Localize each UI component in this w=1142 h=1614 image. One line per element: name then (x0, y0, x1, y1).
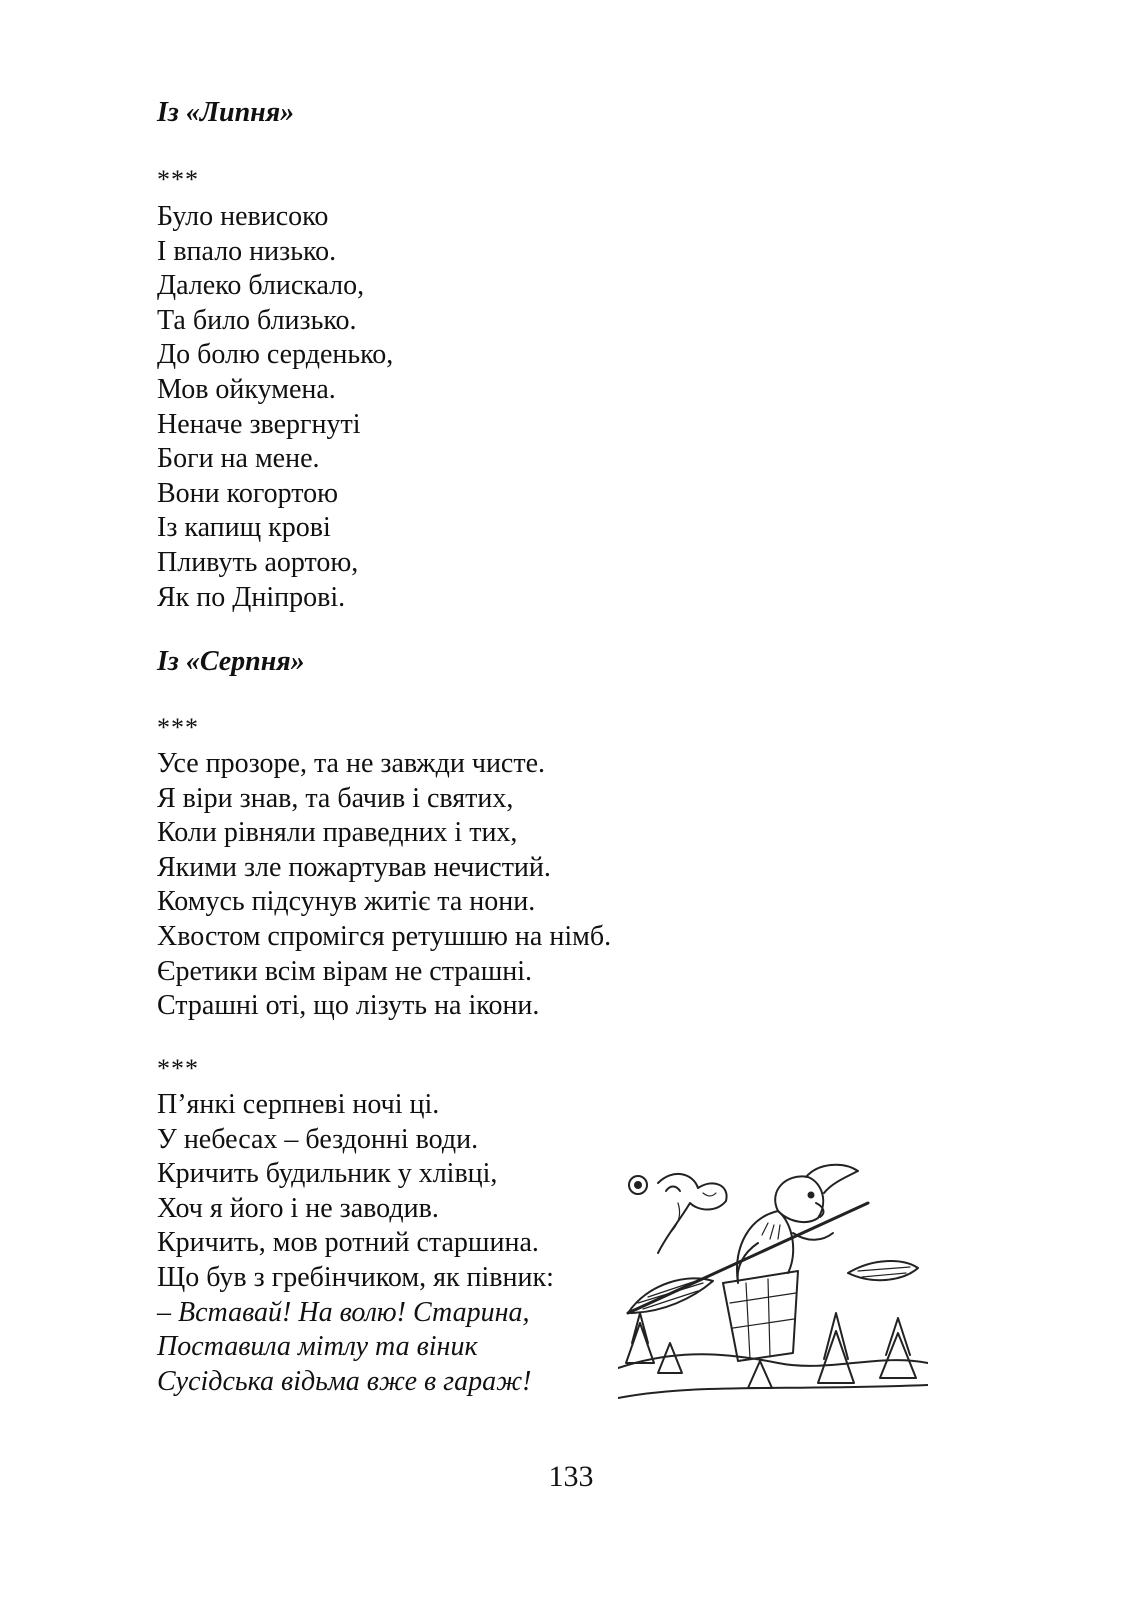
page-number: 133 (548, 1460, 594, 1493)
poem-line: Та било близько. (157, 304, 357, 336)
poem-line: – Вставай! На волю! Старина, (157, 1296, 530, 1328)
section-heading-august: Із «Серпня» (157, 646, 305, 677)
poem-line: Пливуть аортою, (157, 546, 359, 578)
poem-august-2 (157, 1088, 554, 1399)
poem-separator: *** (157, 1054, 199, 1083)
poem-august-1 (157, 747, 611, 1024)
poem-line: Комусь підсунув житіє та нони. (157, 886, 536, 918)
poem-line: Сусідська відьма вже в гараж! (157, 1365, 532, 1397)
poem-line: І впало низько. (157, 235, 337, 267)
poem-line: Хоч я його і не заводив. (157, 1192, 439, 1224)
poem-separator: *** (157, 713, 199, 742)
poem-line: Як по Дніпрові. (157, 581, 346, 613)
section-heading-july: Із «Липня» (157, 97, 295, 128)
poem-line: Страшні оті, що лізуть на ікони. (157, 990, 540, 1022)
poem-line: Із капищ крові (157, 512, 331, 544)
poem-line: Що був з гребінчиком, як півник: (157, 1261, 554, 1293)
poem-line: Далеко блискало, (157, 270, 365, 302)
poem-line: Вони когортою (157, 477, 339, 509)
poem-line: У небесах – бездонні води. (157, 1123, 479, 1155)
poem-line: П’янкі серпневі ночі ці. (157, 1089, 440, 1120)
poem-line: Було невисоко (157, 201, 329, 232)
poem-line: Усе прозоре, та не завжди чисте. (157, 748, 546, 779)
poem-line: Боги на мене. (157, 443, 320, 475)
poem-line: Мов ойкумена. (157, 373, 336, 405)
poem-line: Я віри знав, та бачив і святих, (157, 782, 514, 814)
witch-on-broom-illustration (618, 1163, 928, 1403)
poem-line: Хвостом спромігся ретушшю на німб. (157, 920, 612, 952)
poem-line: Коли рівняли праведних і тих, (157, 817, 518, 849)
poem-line: Кричить, мов ротний старшина. (157, 1227, 539, 1259)
poem-line: До болю серденько, (157, 339, 394, 371)
poem-line: Єретики всім вірам не страшні. (157, 955, 533, 987)
poem-separator: *** (157, 165, 199, 194)
poem-line: Кричить будильник у хлівці, (157, 1158, 498, 1190)
poem-line: Якими зле пожартував нечистий. (157, 851, 551, 883)
poem-line: Поставила мітлу та віник (157, 1331, 478, 1363)
poem-july-1 (157, 200, 393, 615)
poem-line: Неначе звергнуті (157, 408, 361, 440)
